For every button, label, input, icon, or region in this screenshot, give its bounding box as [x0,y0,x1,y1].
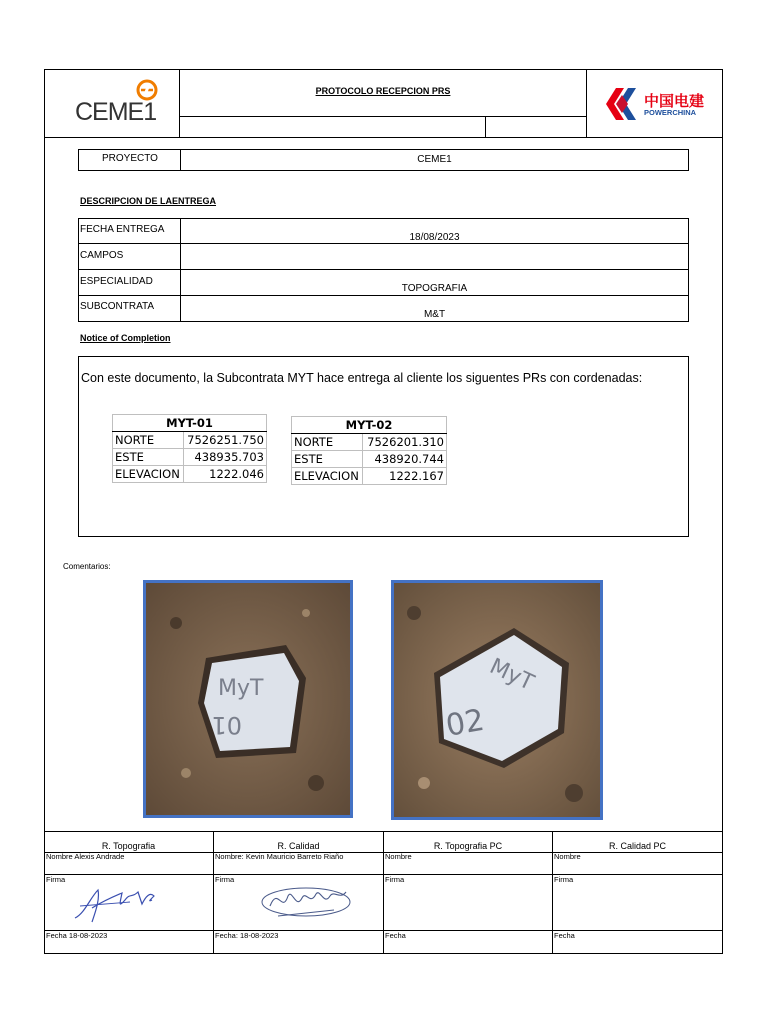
signatures-row-line-1 [44,852,723,853]
delivery-label-especialidad: ESPECIALIDAD [80,276,153,287]
delivery-value-subcontrata: M&T [423,309,446,320]
header-title-cell [179,70,587,117]
delivery-label-campos: CAMPOS [80,250,124,261]
signature-role-calidad-pc: R. Calidad PC [608,841,667,851]
coordinate-label: ELEVACION [292,468,363,485]
delivery-label-subcontrata: SUBCONTRATA [80,301,155,312]
signature-firma-label: Firma [215,875,235,884]
powerchina-logo-icon [602,84,642,124]
coordinate-value: 1222.046 [183,466,266,483]
delivery-value-especialidad: TOPOGRAFIA [401,283,468,294]
notice-text: Con este documento, la Subcontrata MYT hace entrega al cliente los siguentes PRs con cordenadas: [81,371,643,385]
coordinate-label: ELEVACION [113,466,184,483]
coordinate-label: NORTE [113,432,184,449]
handwritten-signature-1 [70,878,170,928]
coordinate-label: ESTE [113,449,184,466]
signatures-row-line-2 [44,874,723,875]
coordinate-label: NORTE [292,434,363,451]
signature-role-calidad: R. Calidad [277,841,320,851]
signature-fecha: Fecha [385,931,406,940]
delivery-section-title: DESCRIPCION DE LAENTREGA [80,196,217,206]
signature-firma-label: Firma [46,875,66,884]
coordinates-table-title: MYT-01 [113,415,267,432]
coordinates-table-title: MYT-02 [292,417,447,434]
delivery-row-line-2 [79,269,688,270]
signature-name: Nombre: Kevin Mauricio Barreto Riaño [215,852,344,861]
signature-role-topografia-pc: R. Topografia PC [433,841,503,851]
coordinates-table-myt-02 [291,416,447,485]
delivery-row-line-3 [79,295,688,296]
photo-marking-number: 01 [211,711,242,739]
ceme1-logo-text: CEME1 [75,98,157,126]
comments-label: Comentarios: [63,562,111,571]
photo-benchmark-myt-02 [391,580,603,820]
header-logo-right [588,70,722,137]
photo-benchmark-myt-01 [143,580,353,818]
page-title: PROTOCOLO RECEPCION PRS [315,86,451,96]
notice-title: Notice of Completion [80,333,171,343]
photo-marking-text: MyT [485,653,538,696]
photo-marking-text: MyT [218,676,264,701]
signature-role-topografia: R. Topografia [101,841,156,851]
header-logo-left [45,70,179,137]
header-bottom-line [44,137,723,138]
coordinate-value: 7526201.310 [363,434,447,451]
signatures-row-line-3 [44,930,723,931]
coordinate-label: ESTE [292,451,363,468]
signature-firma-label: Firma [385,875,405,884]
coordinate-value: 438935.703 [183,449,266,466]
signature-fecha: Fecha [554,931,575,940]
coordinates-table-myt-01 [112,414,267,483]
delivery-value-fecha: 18/08/2023 [409,232,460,243]
powerchina-english-name: POWERCHINA [644,108,697,117]
coordinate-value: 1222.167 [363,468,447,485]
delivery-row-line-1 [79,243,688,244]
delivery-label-fecha: FECHA ENTREGA [80,224,165,235]
coordinate-value: 438920.744 [363,451,447,468]
project-value: CEME1 [417,154,452,165]
signature-fecha: Fecha 18-08-2023 [46,931,108,940]
photo-marking-number: 02 [443,702,488,744]
header-subcell-1 [179,116,485,137]
powerchina-chinese-name: 中国电建 [644,92,705,110]
signature-fecha: Fecha: 18-08-2023 [215,931,279,940]
signature-name: Nombre [385,852,412,861]
project-label: PROYECTO [102,153,158,164]
header-subcell-2 [485,116,587,137]
coordinate-value: 7526251.750 [183,432,266,449]
signature-name: Nombre [554,852,581,861]
signature-name: Nombre Alexis Andrade [46,852,125,861]
handwritten-signature-2 [258,876,358,926]
signature-firma-label: Firma [554,875,574,884]
